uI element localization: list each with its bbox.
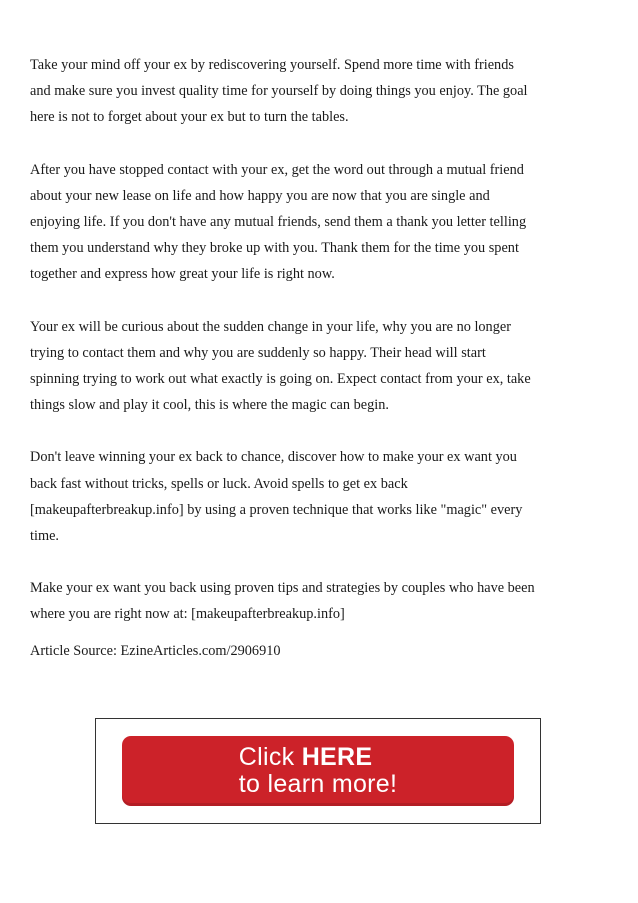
cta-label <box>239 744 397 798</box>
article-body <box>30 52 610 664</box>
cta-click-text: Click <box>238 743 302 771</box>
text-line: After you have stopped contact with your ex, get the word out through a mutual friend <box>30 161 524 178</box>
text-line: spinning trying to work out what exactly is going on. Expect contact from your ex, take <box>30 371 531 388</box>
text-line: back fast without tricks, spells or luck. Avoid spells to get ex back <box>30 475 408 492</box>
paragraph <box>30 157 610 288</box>
paragraph <box>30 444 610 549</box>
paragraph <box>30 575 610 627</box>
text-line: [makeupafterbreakup.info] by using a proven technique that works like "magic" every <box>30 501 523 518</box>
text-line: them you understand why they broke up with you. Thank them for the time you spent <box>30 240 519 257</box>
text-line: where you are right now at: [makeupafterbreakup.info] <box>30 606 345 623</box>
text-line: enjoying life. If you don't have any mutual friends, send them a thank you letter telling <box>30 214 527 231</box>
text-line: Make your ex want you back using proven tips and strategies by couples who have been <box>30 580 535 597</box>
cta-here-text: HERE <box>301 743 373 771</box>
text-line: Don't leave winning your ex back to chance, discover how to make your ex want you <box>30 449 517 466</box>
text-line: trying to contact them and why you are suddenly so happy. Their head will start <box>30 344 486 361</box>
cta-line-2: to learn more! <box>238 770 398 798</box>
text-line: here is not to forget about your ex but to turn the tables. <box>30 109 349 126</box>
learn-more-button[interactable] <box>122 736 514 806</box>
cta-banner-frame <box>95 718 541 824</box>
article-source: Article Source: EzineArticles.com/2906910 <box>30 642 281 659</box>
text-line: Take your mind off your ex by rediscovering yourself. Spend more time with friends <box>30 57 514 73</box>
text-line: and make sure you invest quality time for yourself by doing things you enjoy. The goal <box>30 83 528 100</box>
paragraph <box>30 314 610 419</box>
text-line: time. <box>30 528 59 545</box>
text-line: Your ex will be curious about the sudden change in your life, why you are no longer <box>30 318 511 335</box>
text-line: things slow and play it cool, this is where the magic can begin. <box>30 397 389 414</box>
text-line: together and express how great your life is right now. <box>30 266 335 283</box>
paragraph <box>30 52 610 131</box>
cta-line-1 <box>239 744 397 771</box>
text-line: about your new lease on life and how happy you are now that you are single and <box>30 187 490 204</box>
